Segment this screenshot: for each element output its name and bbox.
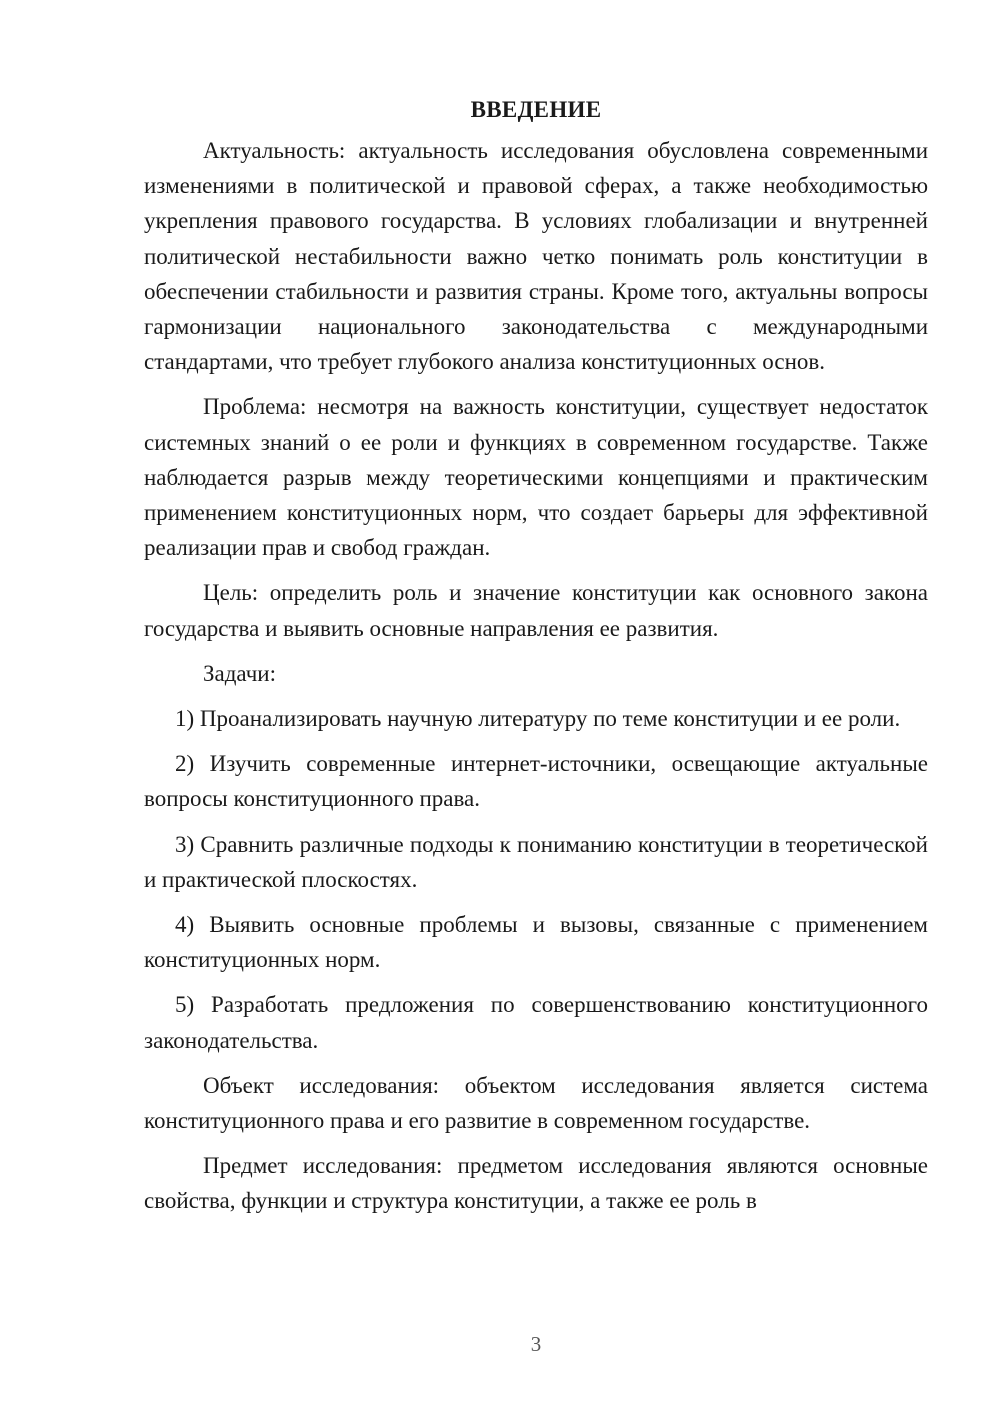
section-heading: ВВЕДЕНИЕ [470, 97, 602, 122]
list-item: 2) Изучить современные интернет-источники, освещающие актуальные вопросы конституционного права. [144, 751, 928, 812]
list-item: 5) Разработать предложения по совершенствованию конституционного законодательства. [144, 992, 928, 1053]
tasks-list [144, 701, 928, 1058]
list-item: 1) Проанализировать научную литературу по теме конституции и ее роли. [175, 706, 901, 732]
paragraph-relevance: Актуальность: актуальность исследования обусловлена современными изменениями в политической и правовой сферах, а также необходимостью укрепления правового государства. В условиях глобализации и внутренней политической нестабильности важно четко понимать роль конституции в обеспечении стабильности и развития страны. Кроме того, актуальны вопросы гармонизации национального законодательства с международными стандартами, что требует глубокого анализа конституционных основ. [144, 138, 928, 375]
paragraph-object: Объект исследования: объектом исследования является система конституционного права и его развитие в современном государстве. [144, 1072, 928, 1134]
document-page [144, 92, 928, 1219]
paragraph-subject: Предмет исследования: предметом исследования являются основные свойства, функции и структура конституции, а также ее роль в [144, 1153, 928, 1214]
page-number: 3 [530, 1332, 542, 1356]
list-item: 3) Сравнить различные подходы к пониманию конституции в теоретической и практической плоскостях. [144, 831, 928, 892]
paragraph-problem: Проблема: несмотря на важность конституции, существует недостаток системных знаний о ее роли и функциях в современном государстве. Также наблюдается разрыв между теоретическими концепциями и практическим применением конституционных норм, что создает барьеры для эффективной реализации прав и свобод граждан. [144, 394, 928, 561]
paragraph-goal: Цель: определить роль и значение конституции как основного закона государства и выявить основные направления ее развития. [144, 580, 928, 641]
tasks-label: Задачи: [203, 660, 276, 686]
list-item: 4) Выявить основные проблемы и вызовы, связанные с применением конституционных норм. [144, 912, 928, 973]
